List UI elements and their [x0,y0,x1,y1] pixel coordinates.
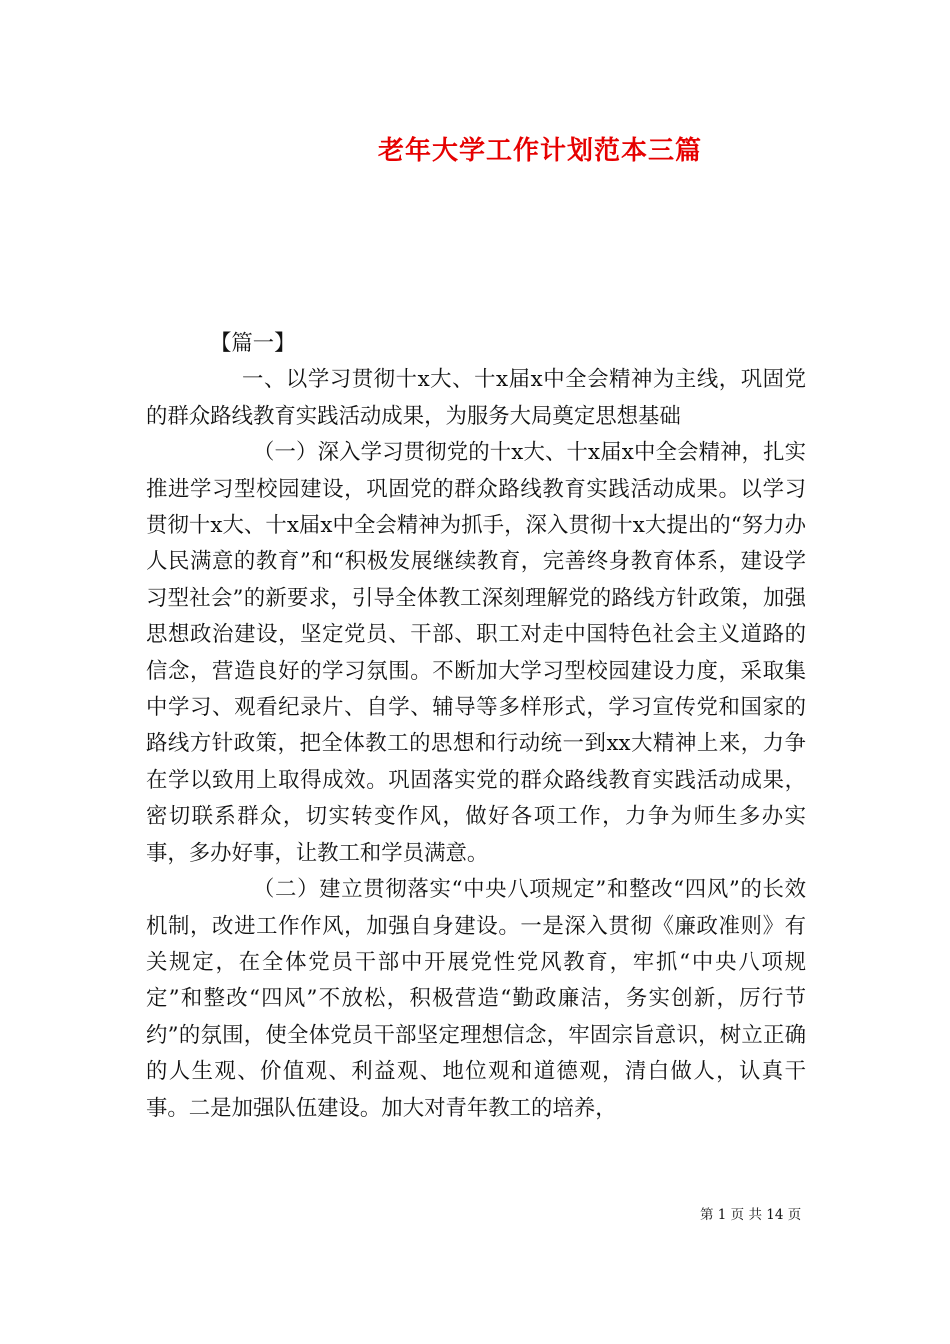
section-label: 【篇一】 [210,331,296,356]
paragraph-heading-1: 一、以学习贯彻十x大、十x届x中全会精神为主线，巩固党的群众路线教育实践活动成果，为服务大局奠定思想基础 [146,367,806,429]
document-body [146,326,806,1127]
paragraph-subsection-1: （一）深入学习贯彻党的十x大、十x届x中全会精神，扎实推进学习型校园建设，巩固党的群众路线教育实践活动成果。以学习贯彻十x大、十x届x中全会精神为抓手，深入贯彻十x大提出的“努力办人民满意的教育”和“积极发展继续教育，完善终身教育体系，建设学习型社会”的新要求，引导全体教工深刻理解党的路线方针政策，加强思想政治建设，坚定党员、干部、职工对走中国特色社会主义道路的信念，营造良好的学习氛围。不断加大学习型校园建设力度，采取集中学习、观看纪录片、自学、辅导等多样形式，学习宣传党和国家的路线方针政策，把全体教工的思想和行动统一到xx大精神上来，力争在学以致用上取得成效。巩固落实党的群众路线教育实践活动成果，密切联系群众，切实转变作风，做好各项工作，力争为师生多办实事，多办好事，让教工和学员满意。 [146,440,806,866]
document-title: 老年大学工作计划范本三篇 [377,136,702,166]
paragraph-subsection-2: （二）建立贯彻落实“中央八项规定”和整改“四风”的长效机制，改进工作作风，加强自身建设。一是深入贯彻《廉政准则》有关规定，在全体党员干部中开展党性党风教育，牢抓“中央八项规定”和整改“四风”不放松，积极营造“勤政廉洁，务实创新，厉行节约”的氛围，使全体党员干部坚定理想信念，牢固宗旨意识，树立正确的人生观、价值观、利益观、地位观和道德观，清白做人，认真干事。二是加强队伍建设。加大对青年教工的培养， [146,877,806,1121]
page-number-footer: 第 1 页 共 14 页 [700,1207,802,1223]
